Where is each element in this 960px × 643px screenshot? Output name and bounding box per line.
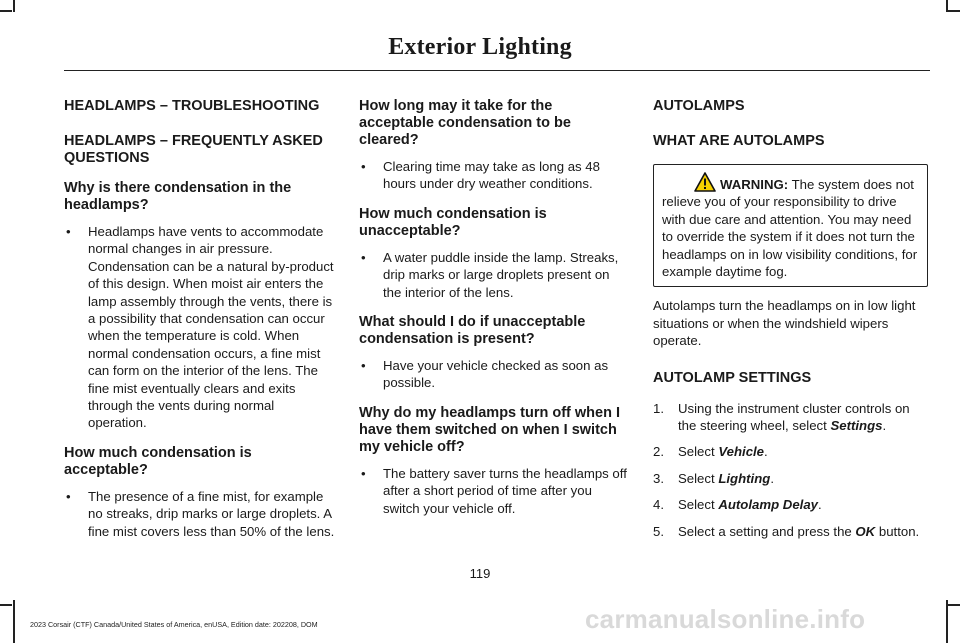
warning-box (653, 164, 928, 287)
watermark: carmanualsonline.info (585, 604, 866, 634)
warning-text: The system does not relieve you of your responsibility to drive with due care and attention. You may need to override the system if it does not turn the headlamps on in low visibility conditions, for example daytime fog. (662, 177, 918, 280)
list-item: • Clearing time may take as long as 48 hours under dry weather conditions. (359, 158, 631, 193)
crop-mark (0, 10, 12, 12)
autolamps-intro: Autolamps turn the headlamps on in low light situations or when the windshield wipers operate. (653, 298, 916, 349)
question-headlamps-turn-off: Why do my headlamps turn off when I have them switched on when I switch my vehicle off? (359, 404, 621, 455)
crop-mark (13, 0, 15, 12)
heading-autolamps: AUTOLAMPS (653, 98, 745, 114)
crop-mark (0, 604, 12, 606)
heading-troubleshooting: HEADLAMPS – TROUBLESHOOTING (64, 98, 320, 114)
question-unacceptable: How much condensation is unacceptable? (359, 205, 547, 239)
question-what-to-do: What should I do if unacceptable condensation is present? (359, 314, 586, 348)
step-item: 1. Using the instrument cluster controls on the steering wheel, select Settings. (653, 400, 910, 434)
bullet-list (359, 249, 631, 301)
header-rule (64, 70, 930, 71)
column-left (64, 98, 336, 553)
question-condensation-acceptable: How much condensation is acceptable? (64, 444, 252, 478)
crop-mark (948, 604, 960, 606)
bullet-list (359, 465, 631, 517)
step-item: 2. Select Vehicle. (653, 444, 768, 460)
crop-mark (946, 600, 948, 643)
page-title: Exterior Lighting (388, 34, 572, 60)
column-middle (359, 98, 631, 530)
bullet-list (64, 488, 336, 540)
question-condensation-why: Why is there condensation in the headlamps? (64, 180, 292, 213)
bullet-list (359, 158, 631, 193)
list-item: • Headlamps have vents to accommodate normal changes in air pressure. Condensation can be a natural by-product of this design. When moist air enters the lamp assembly through the vents, there is a possibility that condensation can occur when the temperature is cold. When normal condensation occurs, a fine mist can form on the interior of the lens. The fine mist eventually clears and exits through the vents during normal operation. (64, 223, 336, 432)
bullet-list (64, 223, 336, 432)
edition-footer: 2023 Corsair (CTF) Canada/United States of America, enUSA, Edition date: 202208, DOM (30, 620, 318, 629)
settings-steps (653, 400, 928, 540)
list-item: • The presence of a fine mist, for example no streaks, drip marks or large droplets. A fine mist covers less than 50% of the lens. (64, 488, 336, 540)
crop-mark (948, 10, 960, 12)
heading-autolamp-settings: AUTOLAMP SETTINGS (653, 369, 812, 386)
heading-what-are-autolamps: WHAT ARE AUTOLAMPS (653, 133, 825, 149)
step-item: 3. Select Lighting. (653, 470, 774, 486)
step-item: 4. Select Autolamp Delay. (653, 497, 822, 513)
column-right (653, 98, 928, 549)
page-number: 119 (469, 566, 491, 581)
list-item: • A water puddle inside the lamp. Streaks, drip marks or large droplets present on the interior of the lens. (359, 249, 631, 301)
list-item: • The battery saver turns the headlamps off after a short period of time after you switch your vehicle off. (359, 465, 631, 517)
list-item: • Have your vehicle checked as soon as possible. (359, 357, 631, 392)
bullet-list (359, 357, 631, 392)
crop-mark (13, 600, 15, 643)
question-clear-time: How long may it take for the acceptable condensation to be cleared? (359, 98, 571, 148)
warning-triangle-icon (694, 172, 716, 192)
step-item: 5. Select a setting and press the OK button. (653, 523, 920, 539)
warning-label: WARNING: (720, 177, 789, 192)
heading-faq: HEADLAMPS – FREQUENTLY ASKED QUESTIONS (64, 133, 323, 166)
